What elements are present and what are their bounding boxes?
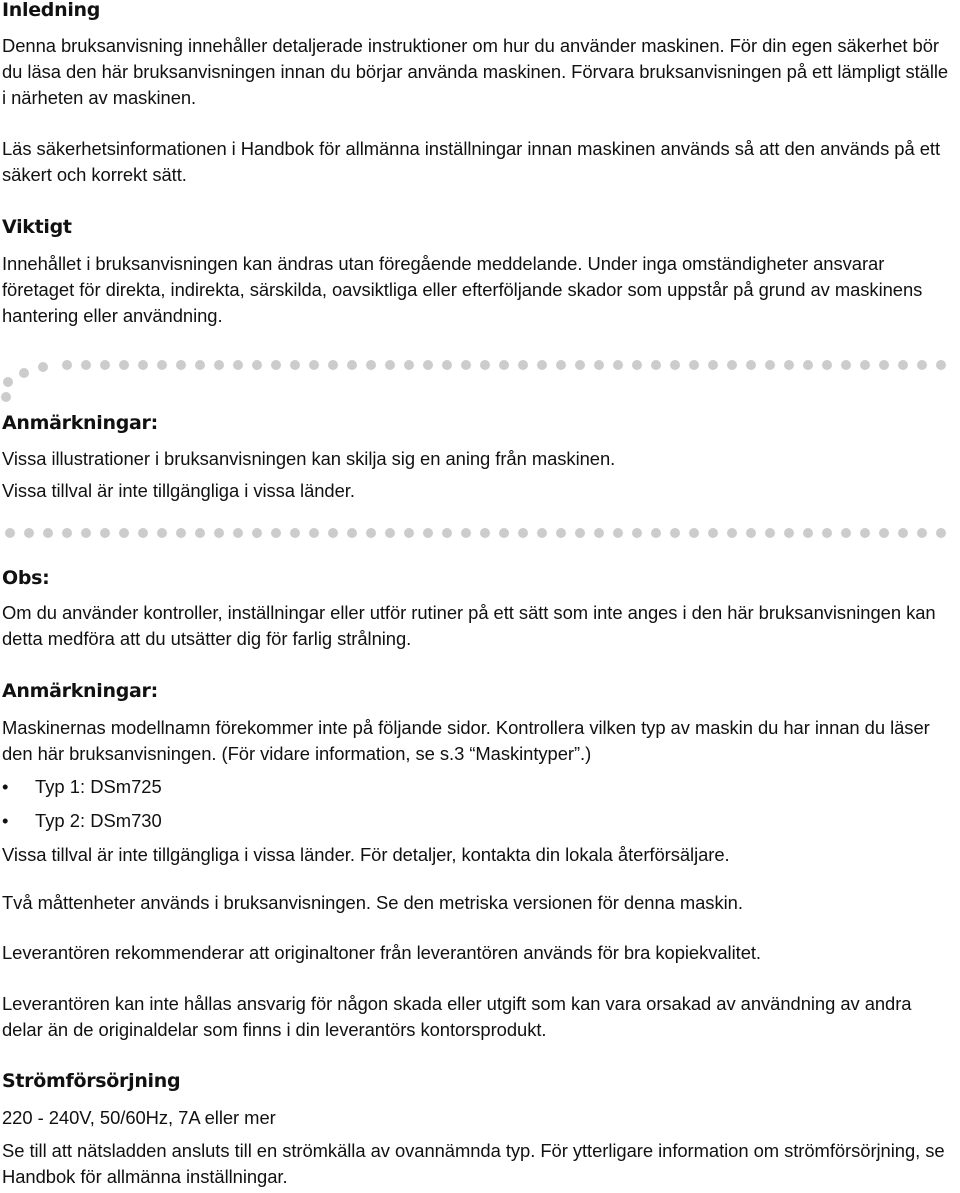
divider-dot <box>575 360 585 370</box>
divider-dot <box>404 528 414 538</box>
divider-dot <box>347 528 357 538</box>
divider-dot <box>879 360 889 370</box>
divider-dot <box>860 360 870 370</box>
divider-dot <box>936 360 946 370</box>
note-border-top <box>0 352 960 402</box>
divider-dot <box>290 360 300 370</box>
divider-dot <box>366 528 376 538</box>
divider-dot <box>727 360 737 370</box>
divider-dot <box>195 528 205 538</box>
note1-line-2: Vissa tillval är inte tillgängliga i vissa länder. <box>2 480 355 501</box>
divider-dot <box>366 360 376 370</box>
power-spec: 220 - 240V, 50/60Hz, 7A eller mer <box>2 1107 276 1128</box>
divider-dot <box>803 360 813 370</box>
divider-dot <box>43 528 53 538</box>
heading-anmarkningar-2: Anmärkningar: <box>2 680 158 702</box>
divider-dot <box>917 528 927 538</box>
divider-dot <box>537 360 547 370</box>
divider-dot <box>385 360 395 370</box>
viktigt-paragraph: Innehållet i bruksanvisningen kan ändras utan föregående meddelande. Under inga omständigheter ansvarar företaget för direkta, indirekta, särskilda, oavsiktliga eller efterföljande skador som uppstår på grund av maskinens hantering eller användning. <box>2 253 923 326</box>
divider-dot <box>575 528 585 538</box>
divider-dot <box>309 360 319 370</box>
divider-dot <box>290 528 300 538</box>
divider-dot <box>708 360 718 370</box>
obs-paragraph: Om du använder kontroller, inställningar eller utför rutiner på ett sätt som inte anges i den här bruksanvisningen kan detta medföra att du utsätter dig för farlig strålning. <box>2 602 936 649</box>
heading-anmarkningar-1: Anmärkningar: <box>2 412 158 434</box>
divider-dot <box>3 377 13 387</box>
list-item-text: Typ 2: DSm730 <box>35 810 162 831</box>
divider-dot <box>271 528 281 538</box>
divider-dot <box>822 528 832 538</box>
divider-dot <box>632 360 642 370</box>
divider-dot <box>860 528 870 538</box>
dotted-divider <box>0 352 960 402</box>
divider-dot <box>233 360 243 370</box>
divider-dot <box>252 360 262 370</box>
divider-dot <box>214 360 224 370</box>
divider-dot <box>62 528 72 538</box>
divider-dot <box>556 360 566 370</box>
divider-dot <box>100 360 110 370</box>
divider-dot <box>822 360 832 370</box>
divider-dot <box>271 360 281 370</box>
list-item-text: Typ 1: DSm725 <box>35 776 162 797</box>
divider-dot <box>119 528 129 538</box>
divider-dot <box>214 528 224 538</box>
divider-dot <box>442 528 452 538</box>
divider-dot <box>594 528 604 538</box>
bullet-icon: • <box>2 810 9 831</box>
divider-dot <box>746 528 756 538</box>
divider-dot <box>651 360 661 370</box>
divider-dot <box>632 528 642 538</box>
divider-dot <box>708 528 718 538</box>
divider-dot <box>765 360 775 370</box>
divider-dot <box>480 360 490 370</box>
divider-dot <box>841 528 851 538</box>
divider-dot <box>1 392 11 402</box>
divider-dot <box>670 360 680 370</box>
note2-paragraph-2: Vissa tillval är inte tillgängliga i vissa länder. För detaljer, kontakta din lokala återförsäljare. <box>2 844 730 865</box>
divider-dot <box>347 360 357 370</box>
divider-dot <box>879 528 889 538</box>
divider-dot <box>328 528 338 538</box>
divider-dot <box>784 528 794 538</box>
divider-dot <box>423 360 433 370</box>
divider-dot <box>62 360 72 370</box>
divider-dot <box>594 360 604 370</box>
divider-dot <box>556 528 566 538</box>
divider-dot <box>461 360 471 370</box>
power-paragraph: Se till att nätsladden ansluts till en strömkälla av ovannämnda typ. För ytterligare information om strömförsörjning, se Handbok för allmänna inställningar. <box>2 1140 945 1187</box>
divider-dot <box>119 360 129 370</box>
divider-dot <box>518 360 528 370</box>
divider-dot <box>537 528 547 538</box>
divider-dot <box>613 528 623 538</box>
divider-dot <box>442 360 452 370</box>
intro-paragraph-2: Läs säkerhetsinformationen i Handbok för allmänna inställningar innan maskinen används så att den används på ett säkert och korrekt sätt. <box>2 138 941 185</box>
divider-dot <box>385 528 395 538</box>
divider-dot <box>176 528 186 538</box>
divider-dot <box>689 528 699 538</box>
divider-dot <box>746 360 756 370</box>
intro-paragraph-1: Denna bruksanvisning innehåller detaljerade instruktioner om hur du använder maskinen. För din egen säkerhet bör du läsa den här bruksanvisningen innan du börjar använda maskinen. Förvara bruksanvisningen på ett lämpligt ställe i närheten av maskinen. <box>2 35 949 108</box>
divider-dot <box>803 528 813 538</box>
divider-dot <box>613 360 623 370</box>
divider-dot <box>461 528 471 538</box>
divider-dot <box>404 360 414 370</box>
divider-dot <box>81 528 91 538</box>
divider-dot <box>157 528 167 538</box>
divider-dot <box>138 528 148 538</box>
divider-dot <box>651 528 661 538</box>
divider-dot <box>19 368 29 378</box>
divider-dot <box>670 528 680 538</box>
divider-dot <box>195 360 205 370</box>
divider-dot <box>898 528 908 538</box>
divider-dot <box>518 528 528 538</box>
divider-dot <box>423 528 433 538</box>
divider-dot <box>328 360 338 370</box>
divider-dot <box>841 360 851 370</box>
heading-obs: Obs: <box>2 567 50 589</box>
note2-paragraph-5: Leverantören kan inte hållas ansvarig för någon skada eller utgift som kan vara orsakad av användning av andra delar än de originaldelar som finns i din leverantörs kontorsprodukt. <box>2 993 912 1040</box>
divider-dot <box>784 360 794 370</box>
divider-dot <box>689 360 699 370</box>
divider-dot <box>5 528 15 538</box>
note2-paragraph-4: Leverantören rekommenderar att originaltoner från leverantören används för bra kopiekvalitet. <box>2 942 761 963</box>
bullet-icon: • <box>2 776 9 797</box>
divider-dot <box>176 360 186 370</box>
divider-dot <box>38 362 48 372</box>
divider-dot <box>100 528 110 538</box>
divider-dot <box>252 528 262 538</box>
heading-inledning: Inledning <box>2 0 101 21</box>
dotted-divider <box>0 526 960 540</box>
note1-line-1: Vissa illustrationer i bruksanvisningen kan skilja sig en aning från maskinen. <box>2 448 616 469</box>
divider-dot <box>157 360 167 370</box>
divider-dot <box>480 528 490 538</box>
note2-paragraph-1: Maskinernas modellnamn förekommer inte på följande sidor. Kontrollera vilken typ av maskin du har innan du läser den här bruksanvisningen. (För vidare information, se s.3 “Maskintyper”.) <box>2 717 930 764</box>
divider-dot <box>936 528 946 538</box>
divider-dot <box>81 360 91 370</box>
divider-dot <box>898 360 908 370</box>
note-border-bottom <box>0 526 960 540</box>
divider-dot <box>917 360 927 370</box>
divider-dot <box>138 360 148 370</box>
note2-paragraph-3: Två måttenheter används i bruksanvisningen. Se den metriska versionen för denna maskin. <box>2 892 743 913</box>
divider-dot <box>499 528 509 538</box>
divider-dot <box>765 528 775 538</box>
heading-stromforsorjning: Strömförsörjning <box>2 1070 181 1092</box>
divider-dot <box>233 528 243 538</box>
heading-viktigt: Viktigt <box>2 216 72 238</box>
divider-dot <box>499 360 509 370</box>
divider-dot <box>24 528 34 538</box>
divider-dot <box>309 528 319 538</box>
divider-dot <box>727 528 737 538</box>
